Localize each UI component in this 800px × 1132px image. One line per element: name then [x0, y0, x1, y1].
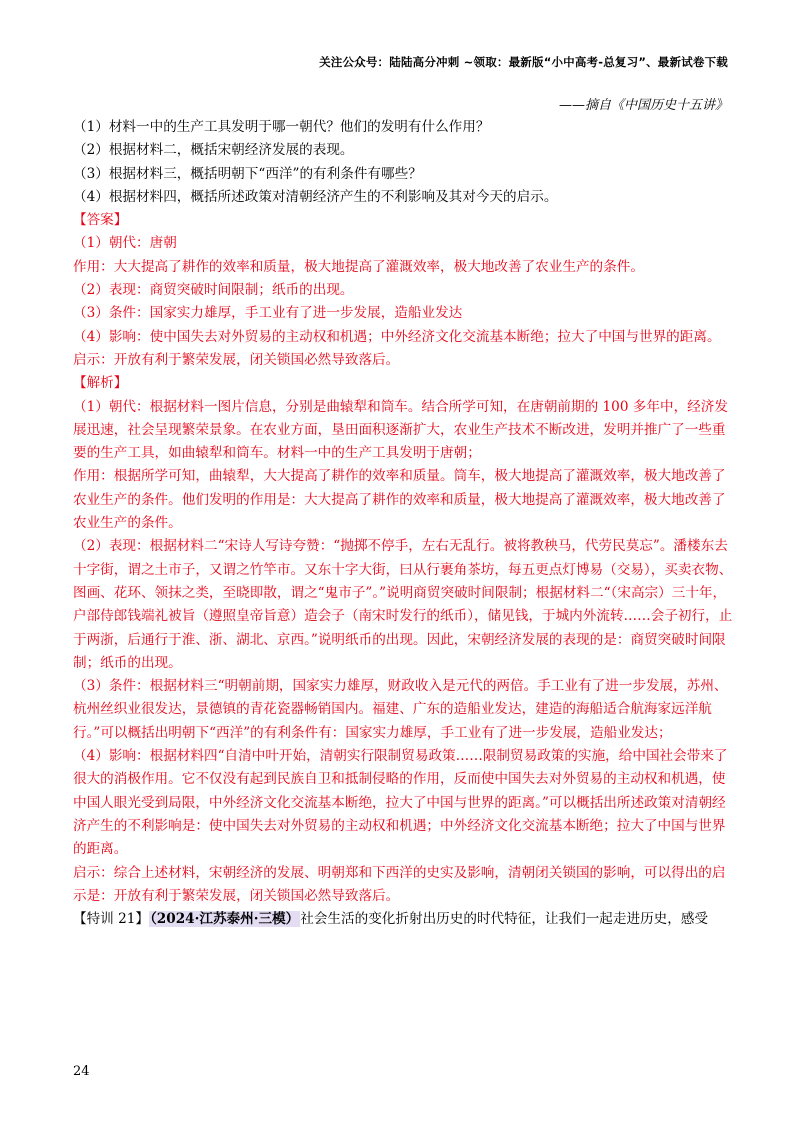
page-number: 24 [73, 1064, 90, 1079]
analysis-paragraph-6: 启示：综合上述材料，宋朝经济的发展、明朝郑和下西洋的史实及影响，清朝闭关锁国的影响，可以得出的启示是：开放有利于繁荣发展，闭关锁国必然导致落后。 [73, 864, 726, 904]
material-source: ——摘自《中国历史十五讲》 [558, 98, 728, 113]
answer-3: （3）条件：国家实力雄厚，手工业有了进一步发展，造船业发达 [73, 305, 463, 322]
answer-1: （1）朝代：唐朝 [73, 235, 177, 252]
analysis-heading: 【解析】 [73, 375, 128, 392]
answer-2: （2）表现：商贸突破时间限制；纸币的出现。 [73, 282, 354, 299]
question-3: （3）根据材料三，概括明朝下“西洋”的有利条件有哪些？ [73, 165, 422, 182]
answer-heading: 【答案】 [73, 212, 128, 229]
question-4: （4）根据材料四，概括所述政策对清朝经济产生的不利影响及其对今天的启示。 [73, 188, 558, 205]
analysis-paragraph-4: （3）条件：根据材料三“明朝前期，国家实力雄厚，财政收入是元代的两倍。手工业有了进一步发展，苏州、杭州丝织业很发达，景德镇的青花瓷器畅销国内。福建、广东的造船业发达，建造的海船适合航海家远洋航行。”可以概括出明朝下“西洋”的有利条件有：国家实力雄厚，手工业有了进一步发展，造船业发达； [73, 678, 728, 741]
next-question [73, 908, 733, 931]
document-body [73, 116, 733, 931]
answer-1-effect: 作用：大大提高了耕作的效率和质量，极大地提高了灌溉效率，极大地改善了农业生产的条件。 [73, 258, 644, 275]
question-2: （2）根据材料二，概括宋朝经济发展的表现。 [73, 142, 354, 159]
next-question-text: 社会生活的变化折射出历史的时代特征，让我们一起走进历史，感受 [300, 911, 709, 928]
next-question-tag: 【特训 21】 [73, 911, 149, 928]
analysis-paragraph-3: （2）表现：根据材料二“宋诗人写诗夸赞：“抛掷不停手，左右无乱行。被将教秧马，代劳民莫忘”。潘楼东去十字街，谓之土市子，又谓之竹竿市。又东十字大街，曰从行裹角茶坊，每五更点灯博易（交易），买卖衣物、图画、花环、领抹之类，至晓即散，谓之“鬼市子”。”说明商贸突破时间限制；根据材料二“（宋高宗）三十年，户部侍郎钱端礼被旨（遵照皇帝旨意）造会子（南宋时发行的纸币），储见钱，于城内外流转……会子初行，止于两浙，后通行于淮、浙、湖北、京西。”说明纸币的出现。因此，宋朝经济发展的表现的是：商贸突破时间限制；纸币的出现。 [73, 538, 733, 671]
analysis-paragraph-5: （4）影响：根据材料四“自清中叶开始，清朝实行限制贸易政策……限制贸易政策的实施，给中国社会带来了很大的消极作用。它不仅没有起到民族自卫和抵制侵略的作用，反而使中国失去对外贸易的主动权和机遇，使中国人眼光受到局限，中外经济文化交流基本断绝，拉大了中国与世界的距离。”可以概括出所述政策对清朝经济产生的不利影响是：使中国失去对外贸易的主动权和机遇；中外经济文化交流基本断绝；拉大了中国与世界的距离。 [73, 748, 728, 858]
analysis-paragraph-2: 作用：根据所学可知，曲辕犁，大大提高了耕作的效率和质量。筒车，极大地提高了灌溉效率，极大地改善了农业生产的条件。他们发明的作用是：大大提高了耕作的效率和质量，极大地提高了灌溉效率，极大地改善了农业生产的条件。 [73, 468, 726, 532]
question-1: （1）材料一中的生产工具发明于哪一朝代？他们的发明有什么作用？ [73, 119, 490, 135]
answer-4: （4）影响：使中国失去对外贸易的主动权和机遇；中外经济文化交流基本断绝；拉大了中国与世界的距离。 [73, 328, 721, 345]
analysis-paragraph-1: （1）朝代：根据材料一图片信息，分别是曲辕犁和筒车。结合所学可知，在唐朝前期的 100 多年中，经济发展迅速，社会呈现繁荣景象。在农业方面，垦田面积逐渐扩大，农业生产技术不断改进，发明并推广了一些重要的生产工具，如曲辕犁和筒车。材料一中的生产工具发明于唐朝； [73, 398, 728, 462]
page-header: 关注公众号：陆陆高分冲刺 ~领取：最新版“小中高考-总复习”、最新试卷下载 [319, 55, 728, 69]
answer-4-insight: 启示：开放有利于繁荣发展，闭关锁国必然导致落后。 [73, 351, 400, 368]
next-question-source: （2024·江苏泰州·三模） [150, 911, 300, 928]
